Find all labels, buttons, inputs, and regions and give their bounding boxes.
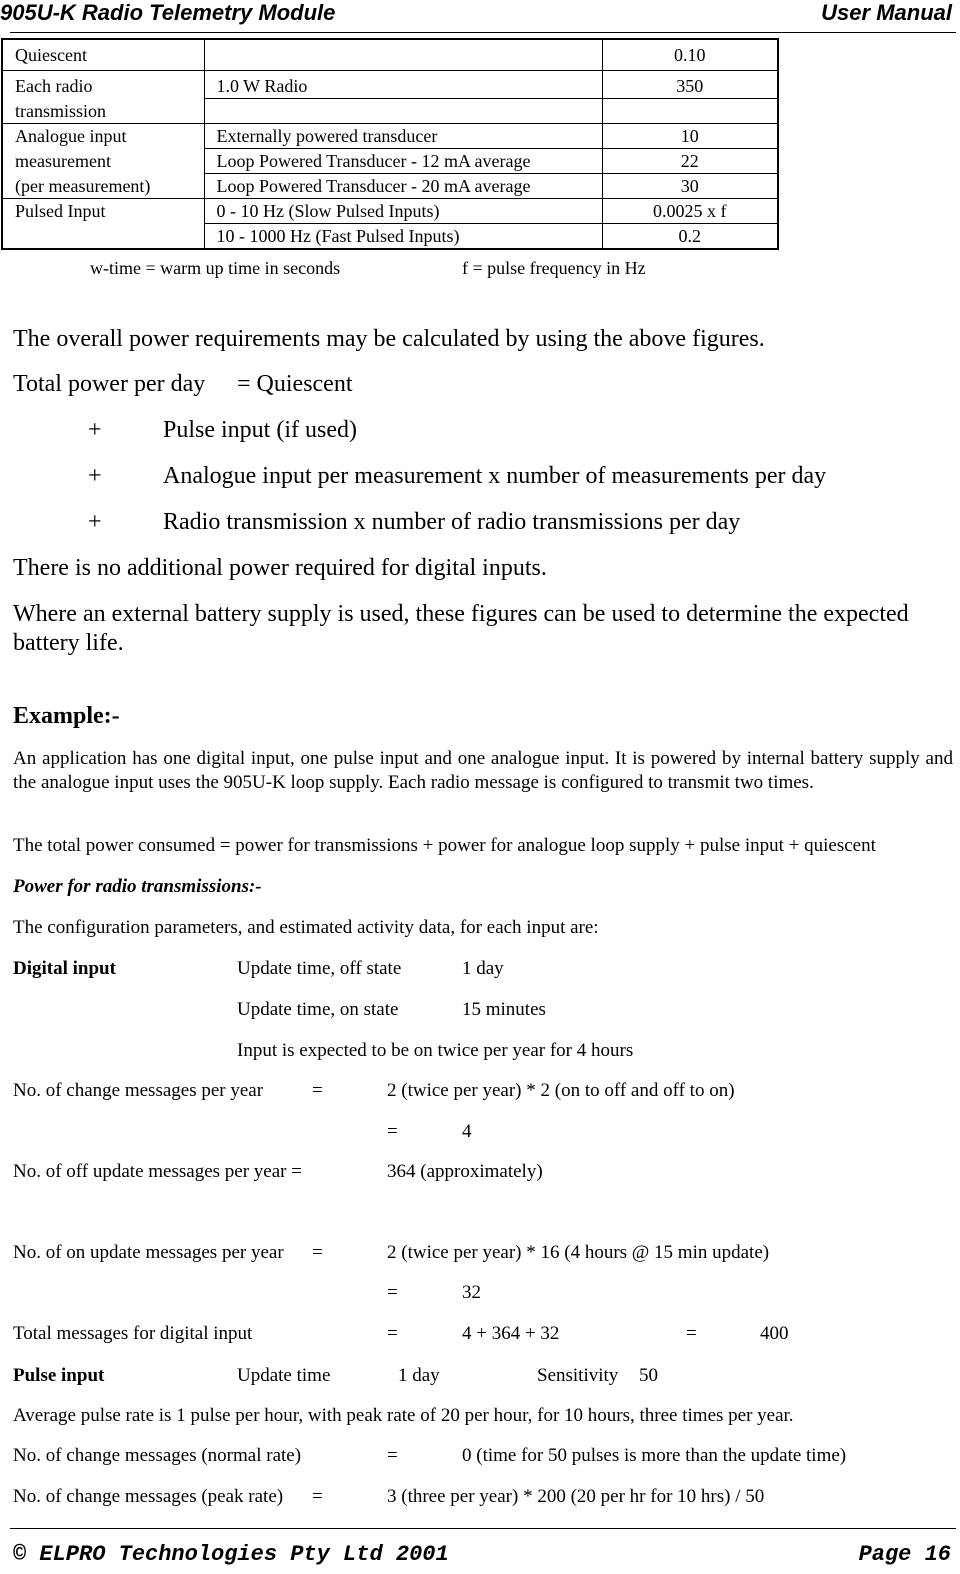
table-cell-category: transmission [2, 99, 204, 124]
table-row [2, 124, 778, 149]
equals-sign: = [312, 1080, 323, 1101]
plus-sign: + [88, 417, 102, 443]
pulse-update-value: 1 day [398, 1365, 440, 1386]
footer-page-number: Page 16 [858, 1542, 951, 1567]
normal-rate-expr: 0 (time for 50 pulses is more than the update time) [462, 1445, 847, 1466]
table-row [2, 149, 778, 174]
table-cell-desc: 1.0 W Radio [204, 71, 602, 99]
example-intro: An application has one digital input, one pulse input and one analogue input. It is powered by internal battery supply and the analogue input uses the 905U-K loop supply. Each radio message is configured to transmit two times. [13, 748, 953, 793]
table-cell-desc: Externally powered transducer [204, 124, 602, 149]
off-update-label: No. of off update messages per year = [13, 1161, 302, 1182]
total-power-label: Total power per day [13, 371, 206, 397]
battery-paragraph: Where an external battery supply is used, these figures can be used to determine the expected battery life. [13, 601, 909, 656]
equals-sign: = [686, 1323, 697, 1344]
term-analogue-input: Analogue input per measurement x number of measurements per day [163, 463, 827, 489]
on-update-result: 32 [462, 1282, 481, 1303]
power-table [1, 38, 779, 250]
param-name: Update time, off state [237, 958, 402, 979]
table-row [2, 224, 778, 250]
example-heading: Example:- [13, 703, 120, 729]
table-cell-category: Analogue input [2, 124, 204, 149]
total-messages-result: 400 [760, 1323, 789, 1344]
pulse-update-name: Update time [237, 1365, 331, 1386]
table-cell-category: Each radio [2, 71, 204, 99]
table-cell-desc [204, 99, 602, 124]
digital-input-label: Digital input [13, 958, 116, 979]
term-radio-transmission: Radio transmission x number of radio transmissions per day [163, 509, 741, 535]
config-intro: The configuration parameters, and estimated activity data, for each input are: [13, 917, 599, 938]
digital-inputs-note: There is no additional power required for digital inputs. [13, 555, 547, 581]
table-cell-desc: 0 - 10 Hz (Slow Pulsed Inputs) [204, 199, 602, 224]
table-cell-category: Pulsed Input [2, 199, 204, 224]
equals-sign: = [387, 1323, 398, 1344]
change-messages-result: 4 [462, 1121, 472, 1142]
plus-sign: + [88, 463, 102, 489]
normal-rate-label: No. of change messages (normal rate) [13, 1445, 302, 1466]
plus-sign: + [88, 509, 102, 535]
digital-expectation: Input is expected to be on twice per year for 4 hours [237, 1040, 634, 1061]
footer-copyright: © ELPRO Technologies Pty Ltd 2001 [13, 1542, 449, 1567]
table-row [2, 199, 778, 224]
table-row [2, 71, 778, 99]
radio-transmissions-heading: Power for radio transmissions:- [13, 876, 262, 897]
equals-sign: = [312, 1486, 323, 1507]
table-cell-category [2, 224, 204, 250]
equals-sign: = [387, 1282, 398, 1303]
peak-rate-label: No. of change messages (peak rate) [13, 1486, 284, 1507]
on-update-expr: 2 (twice per year) * 16 (4 hours @ 15 min update) [387, 1242, 770, 1263]
param-name: Update time, on state [237, 999, 399, 1020]
peak-rate-expr: 3 (three per year) * 200 (20 per hr for 10 hrs) / 50 [387, 1486, 765, 1507]
table-cell-value [602, 99, 778, 124]
equals-sign: = [312, 1242, 323, 1263]
total-messages-label: Total messages for digital input [13, 1323, 253, 1344]
on-update-label: No. of on update messages per year [13, 1242, 284, 1263]
table-cell-value: 22 [602, 149, 778, 174]
table-cell-desc: 10 - 1000 Hz (Fast Pulsed Inputs) [204, 224, 602, 250]
term-pulse-input: Pulse input (if used) [163, 417, 357, 443]
table-cell-category: measurement [2, 149, 204, 174]
total-consumed-line: The total power consumed = power for transmissions + power for analogue loop supply + pulse input + quiescent [13, 835, 876, 856]
table-cell-value: 10 [602, 124, 778, 149]
table-cell-value: 0.0025 x f [602, 199, 778, 224]
table-cell-value: 0.2 [602, 224, 778, 250]
table-row [2, 99, 778, 124]
table-cell-desc: Loop Powered Transducer - 12 mA average [204, 149, 602, 174]
change-messages-expr: 2 (twice per year) * 2 (on to off and off to on) [387, 1080, 735, 1101]
header-manual-label: User Manual [821, 0, 952, 25]
table-row [2, 39, 778, 71]
pulse-sensitivity-name: Sensitivity [537, 1365, 619, 1386]
table-cell-value: 30 [602, 174, 778, 199]
header-rule [10, 32, 956, 33]
equals-sign: = [387, 1445, 398, 1466]
pulse-input-label: Pulse input [13, 1365, 105, 1386]
table-cell-desc: Loop Powered Transducer - 20 mA average [204, 174, 602, 199]
table-cell-category: (per measurement) [2, 174, 204, 199]
table-row [2, 174, 778, 199]
overall-paragraph: The overall power requirements may be calculated by using the above figures. [13, 326, 765, 352]
header-doc-title: 905U-K Radio Telemetry Module [0, 0, 336, 25]
param-value: 15 minutes [462, 999, 546, 1020]
equals-sign: = [387, 1121, 398, 1142]
table-cell-category: Quiescent [2, 39, 204, 71]
pulse-sensitivity-value: 50 [639, 1365, 658, 1386]
table-note-wtime: w-time = warm up time in seconds [90, 258, 341, 278]
table-cell-desc [204, 39, 602, 71]
total-messages-expr: 4 + 364 + 32 [462, 1323, 560, 1344]
table-cell-value: 350 [602, 71, 778, 99]
footer-rule [10, 1528, 956, 1529]
off-update-value: 364 (approximately) [387, 1161, 543, 1182]
total-power-equation: = Quiescent [237, 371, 353, 397]
param-value: 1 day [462, 958, 504, 979]
change-messages-label: No. of change messages per year [13, 1080, 264, 1101]
table-cell-value: 0.10 [602, 39, 778, 71]
pulse-rate-note: Average pulse rate is 1 pulse per hour, with peak rate of 20 per hour, for 10 hours, three times per year. [13, 1405, 794, 1426]
table-note-frequency: f = pulse frequency in Hz [462, 258, 646, 278]
